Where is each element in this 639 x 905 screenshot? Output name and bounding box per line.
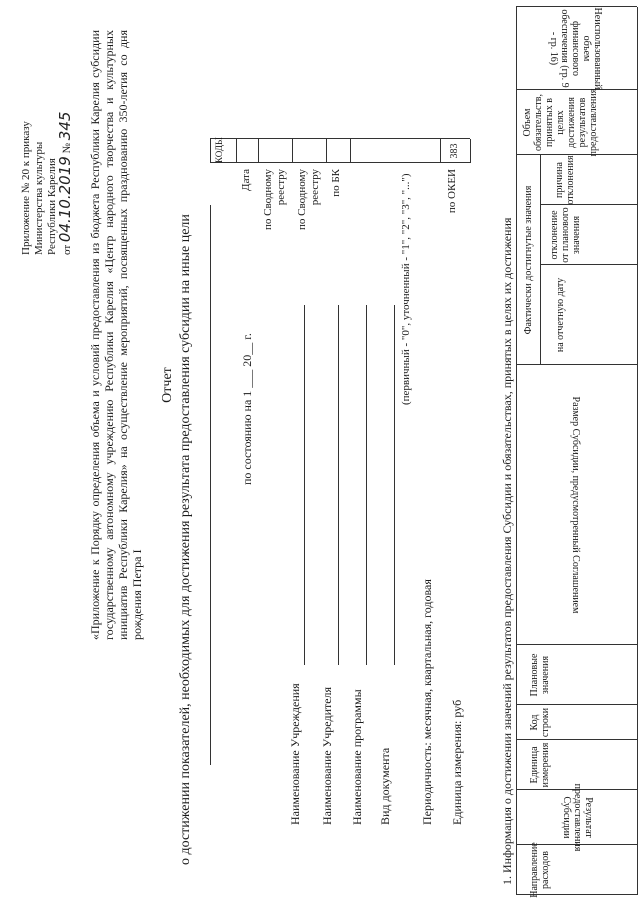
table-col-border-5 [516, 644, 637, 645]
approval-number-handwritten: 345 [56, 111, 74, 141]
approval-date-prefix: от [61, 244, 73, 255]
col-unit: Единица измерения [529, 742, 551, 788]
field-doc-type-hint: (первичный - "0", уточненный - "1", "2", "3", "...") [400, 173, 412, 405]
field-periodicity-label: Периодичность: месячная, квартальная, годовая [420, 579, 434, 825]
approval-block [20, 15, 74, 255]
codes-okei-value: 383 [449, 143, 460, 159]
codes-box-sep6 [440, 139, 441, 163]
table-group-split [540, 155, 541, 365]
codes-date-label: Дата [240, 169, 252, 191]
codes-box-sep1 [236, 139, 237, 163]
report-subtitle: о достижении показателей, необходимых для достижения результата предоставления субсидии на иные цели [178, 214, 193, 865]
heading-rule [210, 205, 211, 765]
approval-line-2: Министерства культуры [33, 141, 45, 255]
codes-okei-label: по ОКЕИ [446, 169, 458, 214]
preamble-paragraph: «Приложение к Порядку определения объема и условий предоставления из бюджета Республики Карелия субсидии государственному автономному учреждению Республики Карелия «Центр народного творчества и культурных инициатив Республики Карелия» на осуществление мероприятий, посвященных празднованию 350-летия со дня рождения Петра I [88, 30, 144, 640]
approval-line-1: Приложение № 20 к приказу [20, 121, 32, 255]
codes-box-top [210, 139, 211, 163]
col-result: Результат предоставления Субсидии [561, 783, 594, 852]
table-col-border-4 [516, 704, 637, 705]
approval-line-4 [56, 15, 74, 255]
col-planned: Плановые значения [529, 653, 551, 697]
table-top-border [516, 7, 517, 895]
report-as-of: по состоянию на 1 ___ 20__ г. [240, 333, 254, 485]
codes-box-sep2 [258, 139, 259, 163]
field-doc-type-line [394, 305, 395, 665]
approval-line-3: Республики Карелия [46, 158, 58, 255]
codes-box-sep5 [350, 139, 351, 163]
col-reason: причина отклонения [554, 155, 576, 205]
field-unit-label: Единица измерения: руб [450, 699, 464, 825]
report-title: Отчет [160, 367, 175, 403]
approval-date-handwritten: 04.10.2019 [56, 156, 74, 243]
col-obligations: Объем обязательств, принятых в целях достижения результатов предоставления [521, 88, 599, 157]
section1-title: 1. Информация о достижении значений результатов предоставления Субсидии и обязательствах, принятых в целях их достижения [500, 217, 514, 885]
table-bottom-border [637, 7, 638, 895]
table-col-border-6 [516, 364, 637, 365]
col-direction: Направление расходов [529, 842, 551, 898]
col-subsidy-size: Размер Субсидии, предусмотренный Соглашением [570, 396, 582, 614]
codes-box-left [210, 162, 470, 163]
col-row-code: Код строки [529, 707, 551, 738]
approval-number-prefix: № [61, 142, 73, 154]
field-doc-type-label: Вид документа [378, 747, 392, 825]
table-col-border-7 [540, 264, 637, 265]
col-unused: Неиспользованный объем финансового обеспечения (гр. 9 - гр. 16) [548, 7, 604, 90]
codes-svod2-label: по Сводному реестру [296, 169, 321, 231]
field-institution-line [304, 305, 305, 665]
col-on-date: на отчетную дату [554, 277, 566, 353]
col-actual-group: Фактически достигнутые значения [522, 185, 534, 335]
codes-box-sep4 [326, 139, 327, 163]
codes-box-bottom [470, 139, 471, 163]
field-founder-line [338, 305, 339, 665]
field-program-line [366, 305, 367, 665]
field-founder-label: Наименование Учредителя [320, 686, 334, 825]
codes-box-right [210, 138, 470, 139]
col-deviation: отклонение от планового значения [548, 207, 582, 263]
field-program-label: Наименование программы [350, 689, 364, 825]
codes-header: КОДЫ [214, 137, 224, 163]
codes-box-sep3 [292, 139, 293, 163]
codes-bk-label: по БК [330, 169, 342, 197]
field-institution-label: Наименование Учреждения [288, 683, 302, 825]
table-col-border-3 [516, 739, 637, 740]
codes-svod1-label: по Сводному реестру [262, 169, 287, 231]
